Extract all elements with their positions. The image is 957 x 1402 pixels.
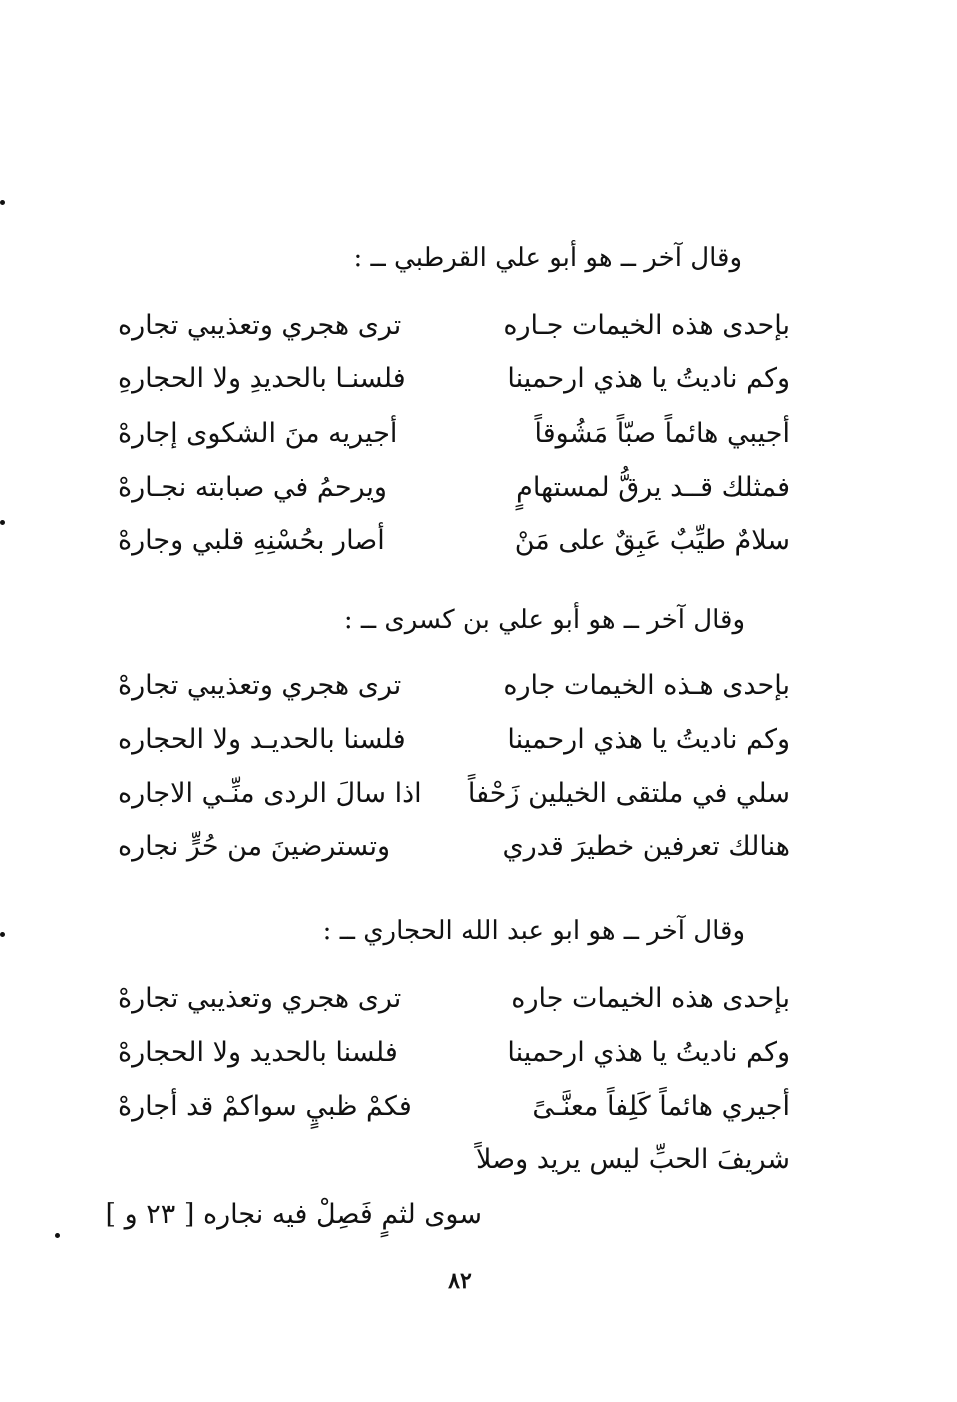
- verse-first-hemistich: سلي في ملتقى الخيلين زَحْفاً: [467, 778, 790, 809]
- verse-second-hemistich: وتسترضينَ من حُرٍّ نجاره: [118, 831, 391, 862]
- margin-mark: [0, 520, 5, 525]
- verse-second-hemistich: فلسنا بالحديـد ولا الحجاره: [118, 724, 406, 755]
- page-number: ٨٢: [448, 1268, 472, 1294]
- verse-first-hemistich: شريفَ الحبِّ ليس يريد وصلاً: [476, 1144, 790, 1175]
- verse-second-hemistich: أجيريه منَ الشكوى إجارهْ: [118, 418, 398, 449]
- verse-line: [118, 474, 790, 508]
- verse-second-hemistich: ترى هجري وتعذيبي تجارهْ: [118, 983, 402, 1014]
- verse-second-hemistich: فلسنا بالحديد ولا الحجارهْ: [118, 1037, 398, 1068]
- verse-second-hemistich: أصار بحُسْنِهِ قلبي وجارهْ: [118, 525, 385, 556]
- verse-second-hemistich: ويرحمُ في صبابته نجـارهْ: [118, 472, 387, 503]
- verse-first-hemistich: هنالك تعرفين خطيرَ قدري: [502, 831, 790, 862]
- verse-second-hemistich: اذا سالَ الردى منِّـي الاجاره: [118, 778, 422, 809]
- verse-line: [118, 365, 790, 399]
- verse-second-hemistich: فكمْ ظبيٍ سواكمْ قد أجارهْ: [118, 1091, 412, 1122]
- verse-second-hemistich: فلسنـا بالحديدِ ولا الحجارهِ: [118, 363, 406, 394]
- margin-mark: [0, 200, 5, 205]
- heading-2: وقال آخر ــ هو أبو علي بن كسرى ــ :: [343, 605, 745, 635]
- heading-1: وقال آخر ــ هو أبو علي القرطبي ــ :: [353, 243, 742, 273]
- verse-line: [118, 1146, 790, 1180]
- margin-mark: [55, 1233, 60, 1238]
- verse-first-hemistich: وكم ناديتُ يا هذي ارحمينا: [507, 363, 790, 394]
- verse-second-hemistich: ترى هجري وتعذيبي تجارهْ: [118, 670, 402, 701]
- verse-first-hemistich: بإحدى هـذه الخيمات جاره: [503, 670, 790, 701]
- verse-second-hemistich: ترى هجري وتعذيبي تجاره: [118, 310, 402, 341]
- verse-line: [118, 312, 790, 346]
- verse-line: [118, 833, 790, 867]
- verse-first-hemistich: أجيبي هائماً صبّاً مَشُوقاً: [534, 418, 790, 449]
- verse-line: [118, 985, 790, 1019]
- verse-line: [118, 420, 790, 454]
- verse-first-hemistich: وكم ناديتُ يا هذي ارحمينا: [507, 724, 790, 755]
- verse-line: [118, 527, 790, 561]
- verse-first-hemistich: سلامٌ طيِّبٌ عَبِقٌ على مَنْ: [514, 525, 790, 556]
- margin-mark: [0, 932, 5, 937]
- verse-first-hemistich: أجيري هائماً كَلِفاً معنَّـىً: [532, 1091, 790, 1122]
- verse-first-hemistich: فمثلك قــد يرقُّ لمستهامٍ: [516, 472, 790, 503]
- verse-line: [118, 1093, 790, 1127]
- verse-line: [118, 1039, 790, 1073]
- final-line: [105, 1199, 482, 1235]
- verse-line: [118, 672, 790, 706]
- verse-line: [118, 726, 790, 760]
- final-line-text: سوى لثمٍ فَصِلْ فيه نجاره [ ٢٣ و ]: [105, 1199, 482, 1230]
- verse-first-hemistich: بإحدى هذه الخيمات جاره: [511, 983, 790, 1014]
- verse-first-hemistich: بإحدى هذه الخيمات جـاره: [503, 310, 790, 341]
- heading-3: وقال آخر ــ هو ابو عبد الله الحجاري ــ :: [322, 916, 745, 946]
- verse-line: [118, 780, 790, 814]
- verse-first-hemistich: وكم ناديتُ يا هذي ارحمينا: [507, 1037, 790, 1068]
